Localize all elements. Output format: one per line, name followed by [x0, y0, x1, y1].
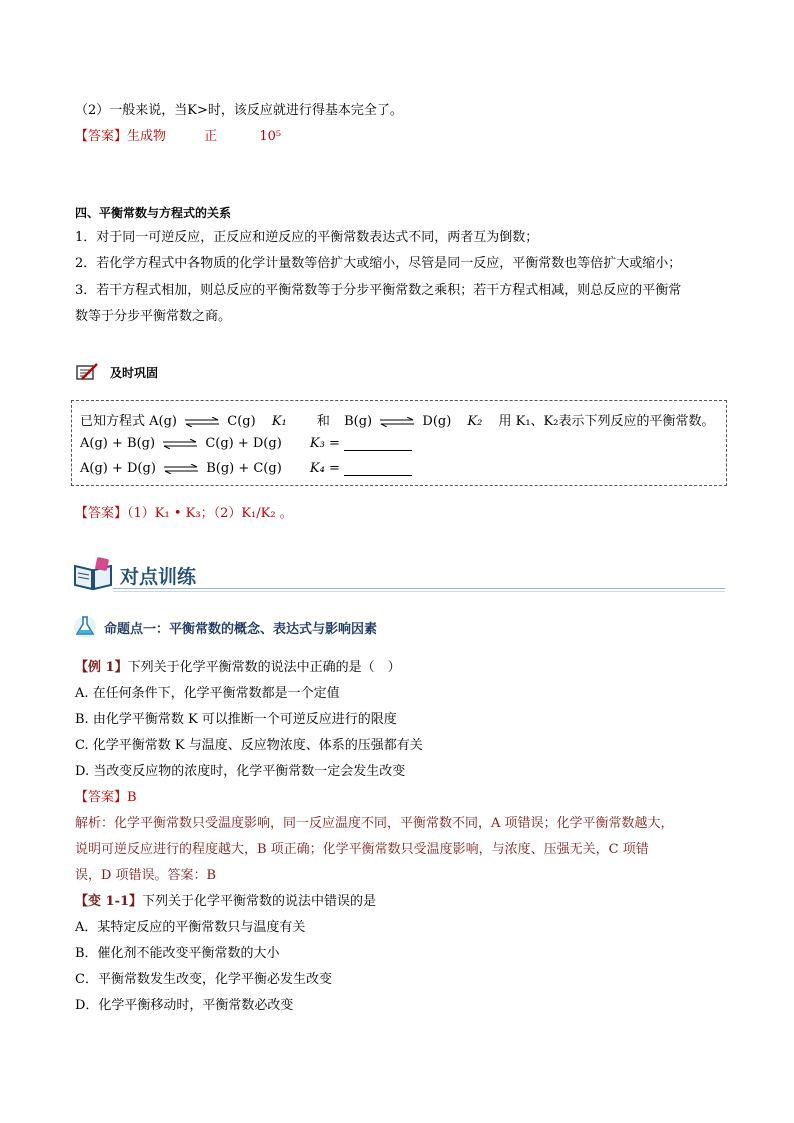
- example1-option-a: A. 在任何条件下，化学平衡常数都是一个定值: [75, 686, 340, 701]
- example1-option-c: C. 化学平衡常数 K 与温度、反应物浓度、体系的压强都有关: [75, 738, 423, 753]
- variant1-option-c: C．平衡常数发生改变，化学平衡必发生改变: [75, 972, 332, 987]
- exercise-line-3: [80, 461, 412, 476]
- k3-label: K₃ =: [309, 436, 340, 451]
- variant1-option-a: A．某特定反应的平衡常数只与温度有关: [75, 920, 306, 935]
- instruction-text: 用 K₁、K₂表示下列反应的平衡常数。: [498, 414, 715, 429]
- example1-option-b: B. 由化学平衡常数 K 可以推断一个可逆反应进行的限度: [75, 712, 397, 727]
- section4-title: 四、平衡常数与方程式的关系: [75, 206, 232, 220]
- equilibrium-arrow-icon: [185, 417, 219, 427]
- eq2-right: D(g): [422, 414, 452, 429]
- answer-value-3: 10⁵: [259, 129, 282, 144]
- flask-icon: [72, 613, 98, 639]
- equilibrium-arrow-icon: [164, 464, 198, 474]
- variant1-option-b: B．催化剂不能改变平衡常数的大小: [75, 946, 280, 961]
- answer-label: 【答案】: [75, 506, 128, 521]
- and-word: 和: [316, 414, 330, 429]
- section4-item-3: 3．若干方程式相加，则总反应的平衡常数等于分步平衡常数之乘积；若干方程式相减，则总反应的平衡常: [75, 283, 682, 298]
- variant1-question: [75, 890, 376, 909]
- k2-symbol: K₂: [467, 414, 483, 429]
- eq1-left: 已知方程式 A(g): [80, 414, 177, 429]
- k4-label: K₄ =: [309, 461, 340, 476]
- part2-answer: [75, 125, 281, 144]
- equilibrium-arrow-icon: [380, 417, 414, 427]
- variant1-option-d: D．化学平衡移动时，平衡常数必改变: [75, 998, 294, 1013]
- example1-analysis-1: 解析：化学平衡常数只受温度影响，同一反应温度不同，平衡常数不同，A 项错误；化学平衡常数越大，: [75, 816, 674, 831]
- part2-question: （2）一般来说，当K>时，该反应就进行得基本完全了。: [75, 103, 403, 118]
- eq1-right: C(g): [227, 414, 256, 429]
- k1-symbol: K₁: [271, 414, 287, 429]
- exercise-line-1: [80, 410, 714, 429]
- example1-analysis-2: 说明可逆反应进行的程度越大，B 项正确；化学平衡常数只受温度影响，与浓度、压强无关，C 项错: [75, 842, 649, 857]
- answer-text: （1）K₁ • K₃；（2）K₁/K₂ 。: [127, 506, 293, 521]
- banner-title: 对点训练: [120, 566, 197, 588]
- book-icon: [72, 556, 114, 592]
- example1-analysis-3: 误，D 项错误。答案：B: [75, 868, 217, 883]
- pencil-note-icon: [75, 362, 99, 382]
- answer-value: B: [127, 790, 137, 805]
- k3-blank[interactable]: [344, 438, 412, 451]
- answer-label: 【答案】: [75, 790, 128, 805]
- eq3-left: A(g) + B(g): [80, 436, 156, 451]
- topic-title: 命题点一：平衡常数的概念、表达式与影响因素: [104, 622, 378, 637]
- example-label: 【例 1】: [75, 660, 128, 675]
- banner-divider: [113, 588, 725, 589]
- example1-option-d: D. 当改变反应物的浓度时，化学平衡常数一定会发生改变: [75, 764, 406, 779]
- consolidate-title: 及时巩固: [110, 366, 159, 380]
- section4-item-4: 数等于分步平衡常数之商。: [75, 309, 232, 324]
- variant-label: 【变 1-1】: [75, 894, 143, 909]
- exercise-line-2: [80, 436, 412, 451]
- eq4-right: B(g) + C(g): [206, 461, 282, 476]
- eq4-left: A(g) + D(g): [80, 461, 156, 476]
- eq2-left: B(g): [344, 414, 373, 429]
- answer-label: 【答案】: [75, 129, 128, 144]
- section4-item-1: 1．对于同一可逆反应，正反应和逆反应的平衡常数表达式不同，两者互为倒数；: [75, 230, 539, 245]
- example-question-text: 下列关于化学平衡常数的说法中正确的是（ ）: [127, 660, 401, 675]
- eq3-right: C(g) + D(g): [205, 436, 282, 451]
- example1-answer: [75, 786, 137, 805]
- variant-question-text: 下列关于化学平衡常数的说法中错误的是: [142, 894, 377, 909]
- k4-blank[interactable]: [344, 463, 412, 476]
- answer-value-2: 正: [204, 129, 218, 144]
- equilibrium-arrow-icon: [163, 439, 197, 449]
- example1-question: [75, 656, 401, 675]
- consolidate-answer: [75, 502, 293, 521]
- answer-value-1: 生成物: [127, 129, 167, 144]
- section4-item-2: 2．若化学方程式中各物质的化学计量数等倍扩大或缩小，尽管是同一反应，平衡常数也等倍扩大或缩小；: [75, 256, 682, 271]
- banner-divider-secondary: [113, 591, 725, 592]
